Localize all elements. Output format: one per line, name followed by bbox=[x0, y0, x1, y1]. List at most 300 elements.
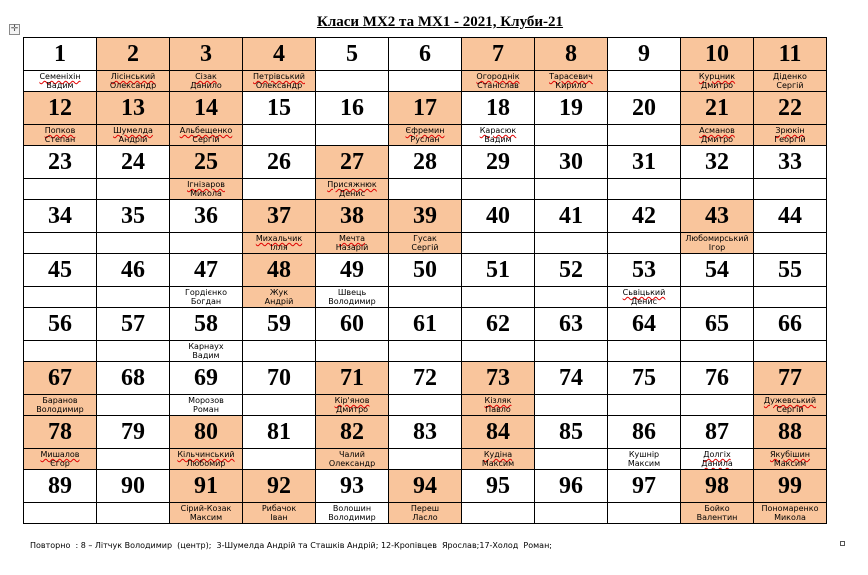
number-cell: 79 bbox=[97, 416, 170, 449]
first-name-text: Валентин bbox=[696, 513, 738, 522]
player-name-cell bbox=[462, 125, 535, 146]
player-name-cell bbox=[681, 395, 754, 416]
player-name-cell bbox=[754, 71, 827, 92]
first-name-text: Любомир bbox=[186, 459, 226, 468]
number-cell: 64 bbox=[608, 308, 681, 341]
first-name-text: Олександр bbox=[328, 459, 376, 468]
surname-text: Долгіх bbox=[703, 450, 731, 459]
player-name-cell bbox=[97, 503, 170, 524]
number-cell: 25 bbox=[170, 146, 243, 179]
surname-text: Кізляк bbox=[484, 396, 512, 405]
number-cell: 31 bbox=[608, 146, 681, 179]
surname-text: Гордієнко bbox=[185, 288, 227, 297]
surname-text: Швець bbox=[337, 288, 367, 297]
number-cell: 73 bbox=[462, 362, 535, 395]
player-name-cell bbox=[24, 125, 97, 146]
surname-text: Кільчинський bbox=[177, 450, 235, 459]
number-cell: 43 bbox=[681, 200, 754, 233]
player-name-cell bbox=[754, 125, 827, 146]
player-name-cell bbox=[243, 395, 316, 416]
surname-text: Любомирський bbox=[685, 234, 749, 243]
player-name-cell bbox=[754, 395, 827, 416]
number-row bbox=[24, 38, 827, 71]
number-cell: 75 bbox=[608, 362, 681, 395]
player-name-cell bbox=[389, 233, 462, 254]
number-cell: 22 bbox=[754, 92, 827, 125]
player-name-cell bbox=[316, 287, 389, 308]
number-row bbox=[24, 362, 827, 395]
number-cell: 94 bbox=[389, 470, 462, 503]
number-cell: 21 bbox=[681, 92, 754, 125]
number-cell: 42 bbox=[608, 200, 681, 233]
number-cell: 9 bbox=[608, 38, 681, 71]
surname-text: Кір'янов bbox=[334, 396, 370, 405]
surname-text: Карасюк bbox=[479, 126, 517, 135]
repeat-note: Повторно : 8 – Літчук Володимир (центр); 3-Шумелда Андрій та Сташків Андрій; 12-Кропівцев Ярослав;17-Холод Роман; bbox=[30, 541, 553, 550]
number-cell: 46 bbox=[97, 254, 170, 287]
player-name-cell bbox=[316, 449, 389, 470]
number-cell: 16 bbox=[316, 92, 389, 125]
surname-text: Огороднік bbox=[476, 72, 520, 81]
number-cell: 41 bbox=[535, 200, 608, 233]
first-name-text: Сергій bbox=[192, 135, 220, 144]
player-name-cell bbox=[24, 395, 97, 416]
number-cell: 17 bbox=[389, 92, 462, 125]
player-name-cell bbox=[170, 125, 243, 146]
number-cell: 10 bbox=[681, 38, 754, 71]
player-name-cell bbox=[681, 179, 754, 200]
surname-text: Гусак bbox=[413, 234, 437, 243]
first-name-text: Дмитро bbox=[335, 405, 369, 414]
player-name-cell bbox=[681, 71, 754, 92]
player-name-cell bbox=[535, 287, 608, 308]
player-name-cell bbox=[389, 71, 462, 92]
surname-text: Карнаух bbox=[188, 342, 224, 351]
number-cell: 24 bbox=[97, 146, 170, 179]
number-cell: 37 bbox=[243, 200, 316, 233]
first-name-text: Максим bbox=[189, 513, 223, 522]
player-name-cell bbox=[535, 395, 608, 416]
player-name-cell bbox=[243, 125, 316, 146]
player-name-cell bbox=[170, 233, 243, 254]
name-row bbox=[24, 125, 827, 146]
player-name-cell bbox=[97, 125, 170, 146]
surname-text: Кудіна bbox=[483, 450, 513, 459]
first-name-text: Максим bbox=[773, 459, 807, 468]
name-row bbox=[24, 71, 827, 92]
surname-text: Зрюкін bbox=[775, 126, 805, 135]
first-name-text: Ігор bbox=[708, 243, 726, 252]
player-name-cell bbox=[389, 449, 462, 470]
number-cell: 72 bbox=[389, 362, 462, 395]
player-name-cell bbox=[316, 125, 389, 146]
player-name-cell bbox=[608, 341, 681, 362]
player-name-cell bbox=[389, 341, 462, 362]
number-cell: 20 bbox=[608, 92, 681, 125]
table-move-handle-icon[interactable]: ✛ bbox=[10, 24, 19, 34]
surname-text: Шумелда bbox=[113, 126, 153, 135]
number-cell: 87 bbox=[681, 416, 754, 449]
number-cell: 85 bbox=[535, 416, 608, 449]
number-cell: 83 bbox=[389, 416, 462, 449]
player-name-cell bbox=[681, 341, 754, 362]
surname-text: Морозов bbox=[188, 396, 224, 405]
number-cell: 52 bbox=[535, 254, 608, 287]
player-name-cell bbox=[243, 287, 316, 308]
number-row bbox=[24, 200, 827, 233]
number-cell: 32 bbox=[681, 146, 754, 179]
player-name-cell bbox=[243, 179, 316, 200]
player-name-cell bbox=[97, 233, 170, 254]
number-cell: 30 bbox=[535, 146, 608, 179]
number-cell: 61 bbox=[389, 308, 462, 341]
surname-text: Сізак bbox=[195, 72, 217, 81]
first-name-text: Кирило bbox=[555, 81, 587, 90]
first-name-text: Володимир bbox=[328, 513, 376, 522]
player-name-cell bbox=[170, 287, 243, 308]
player-name-cell bbox=[754, 233, 827, 254]
number-cell: 67 bbox=[24, 362, 97, 395]
number-cell: 62 bbox=[462, 308, 535, 341]
player-name-cell bbox=[608, 449, 681, 470]
number-cell: 7 bbox=[462, 38, 535, 71]
number-cell: 95 bbox=[462, 470, 535, 503]
first-name-text: Дмитро bbox=[700, 81, 734, 90]
surname-text: Жук bbox=[269, 288, 289, 297]
player-name-cell bbox=[170, 179, 243, 200]
player-name-cell bbox=[97, 395, 170, 416]
player-name-cell bbox=[681, 125, 754, 146]
first-name-text: Вадим bbox=[46, 81, 74, 90]
player-name-cell bbox=[389, 395, 462, 416]
number-cell: 66 bbox=[754, 308, 827, 341]
number-cell: 86 bbox=[608, 416, 681, 449]
first-name-text: Володимир bbox=[36, 405, 84, 414]
number-cell: 81 bbox=[243, 416, 316, 449]
first-name-text: Павло bbox=[485, 405, 511, 414]
player-name-cell bbox=[24, 449, 97, 470]
surname-text: Рибачок bbox=[261, 504, 297, 513]
number-cell: 74 bbox=[535, 362, 608, 395]
number-cell: 91 bbox=[170, 470, 243, 503]
player-name-cell bbox=[97, 449, 170, 470]
player-name-cell bbox=[316, 71, 389, 92]
number-row bbox=[24, 92, 827, 125]
number-cell: 57 bbox=[97, 308, 170, 341]
player-name-cell bbox=[462, 503, 535, 524]
first-name-text: Сергій bbox=[411, 243, 439, 252]
number-cell: 97 bbox=[608, 470, 681, 503]
first-name-text: Денис bbox=[631, 297, 657, 306]
name-row bbox=[24, 503, 827, 524]
player-name-cell bbox=[243, 503, 316, 524]
number-cell: 58 bbox=[170, 308, 243, 341]
first-name-text: Андрій bbox=[264, 297, 294, 306]
first-name-text: Олександр bbox=[255, 81, 303, 90]
surname-text: Баранов bbox=[42, 396, 78, 405]
player-name-cell bbox=[389, 503, 462, 524]
surname-text: Попков bbox=[44, 126, 76, 135]
player-name-cell bbox=[608, 503, 681, 524]
surname-text: Курцник bbox=[698, 72, 736, 81]
number-cell: 19 bbox=[535, 92, 608, 125]
player-name-cell bbox=[97, 71, 170, 92]
number-cell: 34 bbox=[24, 200, 97, 233]
number-cell: 82 bbox=[316, 416, 389, 449]
number-cell: 44 bbox=[754, 200, 827, 233]
first-name-text: Максим bbox=[481, 459, 515, 468]
number-cell: 55 bbox=[754, 254, 827, 287]
surname-text: Волошин bbox=[332, 504, 372, 513]
player-name-cell bbox=[97, 179, 170, 200]
name-row bbox=[24, 341, 827, 362]
surname-text: Діденко bbox=[773, 72, 807, 81]
number-cell: 49 bbox=[316, 254, 389, 287]
number-allocation-table bbox=[23, 37, 827, 524]
number-cell: 45 bbox=[24, 254, 97, 287]
player-name-cell bbox=[462, 233, 535, 254]
number-cell: 2 bbox=[97, 38, 170, 71]
surname-text: Ігнізаров bbox=[187, 180, 225, 189]
surname-text: Пономаренко bbox=[761, 504, 819, 513]
surname-text: Петрівський bbox=[253, 72, 305, 81]
number-cell: 18 bbox=[462, 92, 535, 125]
player-name-cell bbox=[535, 179, 608, 200]
player-name-cell bbox=[535, 71, 608, 92]
first-name-text: Вадим bbox=[192, 351, 220, 360]
first-name-text: Дмитро bbox=[700, 135, 734, 144]
player-name-cell bbox=[316, 341, 389, 362]
player-name-cell bbox=[681, 503, 754, 524]
player-name-cell bbox=[462, 179, 535, 200]
first-name-text: Данила bbox=[701, 459, 733, 468]
player-name-cell bbox=[97, 341, 170, 362]
number-cell: 80 bbox=[170, 416, 243, 449]
player-name-cell bbox=[389, 287, 462, 308]
player-name-cell bbox=[681, 287, 754, 308]
surname-text: Чалий bbox=[339, 450, 365, 459]
number-cell: 27 bbox=[316, 146, 389, 179]
number-cell: 14 bbox=[170, 92, 243, 125]
first-name-text: Ілля bbox=[270, 243, 288, 252]
player-name-cell bbox=[462, 449, 535, 470]
player-name-cell bbox=[24, 503, 97, 524]
player-name-cell bbox=[389, 179, 462, 200]
number-cell: 68 bbox=[97, 362, 170, 395]
surname-text: Михальчик bbox=[255, 234, 303, 243]
number-cell: 70 bbox=[243, 362, 316, 395]
player-name-cell bbox=[316, 503, 389, 524]
player-name-cell bbox=[754, 503, 827, 524]
surname-text: Асманов bbox=[699, 126, 735, 135]
number-cell: 38 bbox=[316, 200, 389, 233]
number-cell: 8 bbox=[535, 38, 608, 71]
player-name-cell bbox=[754, 179, 827, 200]
surname-text: Сірий-Козак bbox=[180, 504, 232, 513]
first-name-text: Микола bbox=[774, 513, 806, 522]
player-name-cell bbox=[97, 287, 170, 308]
first-name-text: Сергій bbox=[776, 81, 804, 90]
number-cell: 54 bbox=[681, 254, 754, 287]
player-name-cell bbox=[24, 287, 97, 308]
name-row bbox=[24, 395, 827, 416]
player-name-cell bbox=[608, 179, 681, 200]
first-name-text: Богдан bbox=[190, 297, 222, 306]
player-name-cell bbox=[535, 503, 608, 524]
player-name-cell bbox=[170, 449, 243, 470]
number-cell: 5 bbox=[316, 38, 389, 71]
surname-text: Семеніхін bbox=[39, 72, 81, 81]
number-cell: 96 bbox=[535, 470, 608, 503]
first-name-text: Ласло bbox=[412, 513, 438, 522]
number-row bbox=[24, 146, 827, 179]
player-name-cell bbox=[462, 395, 535, 416]
player-name-cell bbox=[754, 341, 827, 362]
surname-text: Сьвіцький bbox=[622, 288, 666, 297]
number-cell: 59 bbox=[243, 308, 316, 341]
player-name-cell bbox=[24, 233, 97, 254]
player-name-cell bbox=[462, 71, 535, 92]
first-name-text: Микола bbox=[190, 189, 222, 198]
number-cell: 11 bbox=[754, 38, 827, 71]
player-name-cell bbox=[24, 341, 97, 362]
number-row bbox=[24, 416, 827, 449]
player-name-cell bbox=[389, 125, 462, 146]
first-name-text: Володимир bbox=[328, 297, 376, 306]
table-resize-handle[interactable] bbox=[840, 541, 845, 546]
number-cell: 47 bbox=[170, 254, 243, 287]
player-name-cell bbox=[608, 395, 681, 416]
first-name-text: Роман bbox=[193, 405, 219, 414]
number-cell: 48 bbox=[243, 254, 316, 287]
number-row bbox=[24, 308, 827, 341]
number-cell: 35 bbox=[97, 200, 170, 233]
player-name-cell bbox=[535, 449, 608, 470]
number-cell: 40 bbox=[462, 200, 535, 233]
player-name-cell bbox=[608, 125, 681, 146]
number-cell: 60 bbox=[316, 308, 389, 341]
number-cell: 13 bbox=[97, 92, 170, 125]
player-name-cell bbox=[243, 449, 316, 470]
surname-text: Мишалов bbox=[40, 450, 80, 459]
first-name-text: Єгор bbox=[50, 459, 70, 468]
player-name-cell bbox=[316, 395, 389, 416]
surname-text: Дужевський bbox=[763, 396, 817, 405]
number-cell: 84 bbox=[462, 416, 535, 449]
player-name-cell bbox=[535, 341, 608, 362]
player-name-cell bbox=[316, 179, 389, 200]
first-name-text: Максим bbox=[627, 459, 661, 468]
surname-text: Кушнір bbox=[628, 450, 660, 459]
surname-text: Альбещенко bbox=[179, 126, 233, 135]
player-name-cell bbox=[243, 341, 316, 362]
number-cell: 56 bbox=[24, 308, 97, 341]
number-cell: 88 bbox=[754, 416, 827, 449]
surname-text: Лісінський bbox=[110, 72, 156, 81]
player-name-cell bbox=[754, 287, 827, 308]
number-cell: 78 bbox=[24, 416, 97, 449]
number-cell: 15 bbox=[243, 92, 316, 125]
number-cell: 69 bbox=[170, 362, 243, 395]
number-cell: 1 bbox=[24, 38, 97, 71]
number-cell: 93 bbox=[316, 470, 389, 503]
number-row bbox=[24, 254, 827, 287]
player-name-cell bbox=[170, 395, 243, 416]
number-cell: 89 bbox=[24, 470, 97, 503]
number-cell: 23 bbox=[24, 146, 97, 179]
name-row bbox=[24, 179, 827, 200]
player-name-cell bbox=[535, 233, 608, 254]
number-cell: 90 bbox=[97, 470, 170, 503]
player-name-cell bbox=[243, 71, 316, 92]
number-cell: 33 bbox=[754, 146, 827, 179]
player-name-cell bbox=[243, 233, 316, 254]
number-cell: 36 bbox=[170, 200, 243, 233]
number-cell: 76 bbox=[681, 362, 754, 395]
player-name-cell bbox=[24, 71, 97, 92]
name-row bbox=[24, 287, 827, 308]
player-name-cell bbox=[535, 125, 608, 146]
number-cell: 6 bbox=[389, 38, 462, 71]
number-cell: 50 bbox=[389, 254, 462, 287]
number-cell: 4 bbox=[243, 38, 316, 71]
number-cell: 71 bbox=[316, 362, 389, 395]
player-name-cell bbox=[462, 341, 535, 362]
number-cell: 3 bbox=[170, 38, 243, 71]
number-cell: 92 bbox=[243, 470, 316, 503]
surname-text: Переш bbox=[410, 504, 440, 513]
number-cell: 99 bbox=[754, 470, 827, 503]
first-name-text: Станіслав bbox=[477, 81, 519, 90]
first-name-text: Денис bbox=[339, 189, 365, 198]
number-cell: 29 bbox=[462, 146, 535, 179]
first-name-text: Георгій bbox=[774, 135, 806, 144]
first-name-text: Вадим bbox=[484, 135, 512, 144]
number-cell: 51 bbox=[462, 254, 535, 287]
player-name-cell bbox=[608, 71, 681, 92]
number-cell: 65 bbox=[681, 308, 754, 341]
name-row bbox=[24, 449, 827, 470]
first-name-text: Олександр bbox=[109, 81, 157, 90]
first-name-text: Руслан bbox=[410, 135, 440, 144]
surname-text: Мечта bbox=[338, 234, 366, 243]
number-cell: 77 bbox=[754, 362, 827, 395]
first-name-text: Іван bbox=[270, 513, 288, 522]
player-name-cell bbox=[681, 233, 754, 254]
player-name-cell bbox=[462, 287, 535, 308]
surname-text: Якубішин bbox=[769, 450, 811, 459]
surname-text: Єфремин bbox=[405, 126, 445, 135]
number-cell: 26 bbox=[243, 146, 316, 179]
player-name-cell bbox=[24, 179, 97, 200]
player-name-cell bbox=[608, 233, 681, 254]
player-name-cell bbox=[754, 449, 827, 470]
player-name-cell bbox=[608, 287, 681, 308]
number-cell: 39 bbox=[389, 200, 462, 233]
number-row bbox=[24, 470, 827, 503]
surname-text: Бойко bbox=[704, 504, 730, 513]
first-name-text: Назарій bbox=[335, 243, 369, 252]
player-name-cell bbox=[170, 503, 243, 524]
first-name-text: Андрій bbox=[118, 135, 148, 144]
number-cell: 28 bbox=[389, 146, 462, 179]
player-name-cell bbox=[170, 341, 243, 362]
surname-text: Присяжнюк bbox=[327, 180, 377, 189]
first-name-text: Данило bbox=[190, 81, 222, 90]
player-name-cell bbox=[316, 233, 389, 254]
page-title: Класи МХ2 та МХ1 - 2021, Клуби-21 bbox=[316, 14, 564, 30]
number-cell: 63 bbox=[535, 308, 608, 341]
